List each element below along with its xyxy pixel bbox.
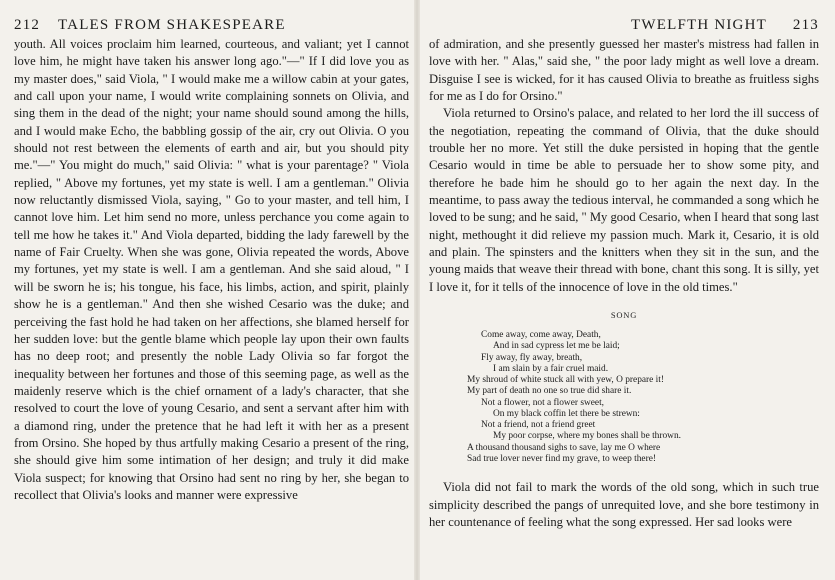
song-line: My shroud of white stuck all with yew, O prepare it!	[467, 375, 665, 386]
right-paragraph-3: Viola did not fail to mark the words of the old song, which in such true simplicity described the pangs of unrequited love, and she bore testimony in her countenance of feeling what the song expressed. Her sad looks were	[429, 480, 819, 529]
song-line: Not a flower, not a flower sweet,	[481, 397, 605, 408]
right-page-number: 213	[792, 17, 819, 33]
right-paragraph-2: Viola returned to Orsino's palace, and related to her lord the ill success of the negotiation, repeating the command of Olivia, that the duke should trouble her no more. Yet still the duke persisted in hoping that the gentle Cesario would in time be able to persuade her to show some pity, and therefore he bade him he should go to her again the next day. In the meantime, to pass away the tedious interval, he commanded a song which he loved to be sung; and he said, " My good Cesario, when I heard that song last night, methought it did relieve my passion much. Mark it, Cesario, it is old and plain. The spinsters and the knitters when they sit in the sun, and the young maids that weave their thread with bone, chant this song. It is silly, yet I love it, for it tells of the innocence of love in the old times."	[429, 106, 819, 294]
right-page-header	[429, 0, 819, 36]
left-page	[0, 0, 417, 580]
song-line: A thousand thousand sighs to save, lay me O where	[467, 442, 661, 453]
song-line: My part of death no one so true did share it.	[467, 386, 632, 397]
song-line: I am slain by a fair cruel maid.	[493, 363, 609, 374]
song-line: Sad true lover never find my grave, to weep there!	[467, 453, 656, 464]
song-line: My poor corpse, where my bones shall be thrown.	[493, 431, 681, 442]
song-line: And in sad cypress let me be laid;	[493, 341, 620, 352]
right-closing-text	[429, 479, 819, 531]
song-line: Not a friend, not a friend greet	[481, 420, 596, 431]
song-line: On my black coffin let there be strewn:	[493, 408, 640, 419]
left-page-text	[14, 36, 409, 504]
left-paragraph-1: youth. All voices proclaim him learned, courteous, and valiant; yet I cannot love him, he might have taken his answer long ago."—" If I did love you as my master does," said Viola, " I would make me a willow cabin at your gates, and call upon your name, I would write complaining sonnets on Olivia, and sing them in the dead of the night; your name should sound among the hills, and I would make Echo, the babbling gossip of the air, cry out Olivia. O you should not rest between the elements of earth and air, but you should pity me."—" You might do much," said Olivia: " what is your parentage? " Viola replied, " Above my fortunes, yet my state is well. I am a gentleman." Olivia now reluctantly dismissed Viola, saying, " Go to your master, and tell him, I cannot love him. Let him send no more, unless perchance you come again to tell me how he takes it." And Viola departed, bidding the lady farewell by the name of Fair Cruelty. When she was gone, Olivia repeated the words, Above my fortunes, yet my state is well. I am a gentleman. And she said aloud, " I will be sworn he is; his tongue, his face, his limbs, action, and spirit, plainly show he is a gentleman." And then she wished Cesario was the duke; and perceiving the fast hold he had taken on her affections, she blamed herself for her sudden love: but the gentle blame which people lay upon their own faults has no deep root; and presently the noble Lady Olivia so far forgot the inequality between her fortunes and those of this seeming page, as well as the maidenly reserve which is the chief ornament of a lady's character, that she resolved to court the love of young Cesario, and sent a servant after him with a diamond ring, under the pretence that he had left it with her as a present from Orsino. She hoped by thus artfully making Cesario a present of the ring, she should give him some intimation of her design; and truly it did make Viola suspect; for knowing that Orsino had sent no ring by her, she began to recollect that Olivia's looks and manner were expressive	[14, 37, 409, 502]
left-page-number: 212	[14, 17, 41, 33]
song-verse	[429, 330, 819, 465]
song-title: SONG	[610, 310, 638, 321]
right-paragraph-1: of admiration, and she presently guessed her master's mistress had fallen in love with her. " Alas," said she, " the poor lady might as well love a dream. Disguise I see is wicked, for it has caused Olivia to breathe as fruitless sighs for me as I do for Orsino."	[429, 37, 819, 104]
right-running-head: TWELFTH NIGHT	[631, 17, 767, 33]
song-line: Fly away, fly away, breath,	[481, 352, 583, 363]
song-line: Come away, come away, Death,	[481, 330, 601, 341]
left-running-head: TALES FROM SHAKESPEARE	[58, 17, 286, 33]
left-page-header	[14, 0, 409, 36]
right-page-text	[429, 36, 819, 296]
right-page	[417, 0, 835, 580]
